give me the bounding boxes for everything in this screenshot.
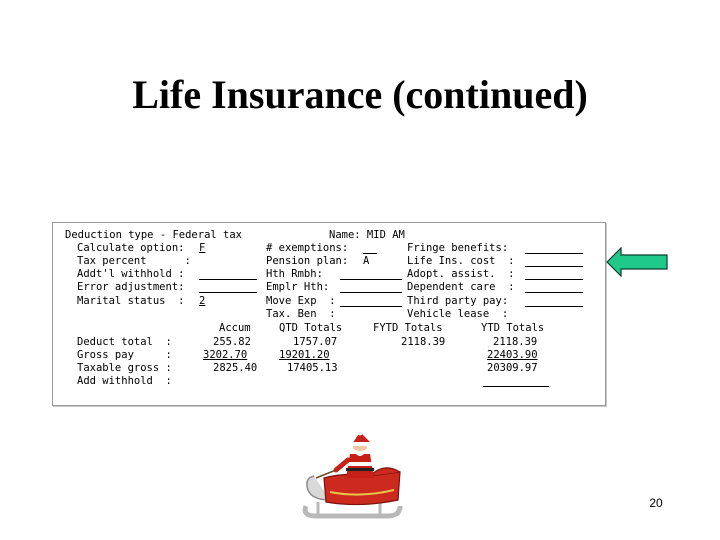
adopt-assist-label: Adopt. assist. : [407, 268, 515, 280]
move-exp-field[interactable] [340, 306, 402, 307]
field-row-5 [53, 295, 509, 308]
tax-ben-label: Tax. Ben : [266, 308, 336, 320]
deduction-terminal-screen [52, 222, 606, 406]
slide-title: Life Insurance (continued) [132, 72, 588, 117]
pension-plan-label: Pension plan: [266, 255, 349, 267]
accum-header: Accum [219, 322, 251, 334]
taxable-gross-ytd: 20309.97 [487, 362, 538, 374]
totals-header-row [53, 322, 545, 335]
table-row [53, 362, 538, 375]
vehicle-lease-label: Vehicle lease : [407, 308, 509, 320]
gross-pay-qtd[interactable]: 19201.20 [279, 349, 330, 361]
deduction-type-label: Deduction type - Federal tax [65, 229, 243, 241]
header-row [53, 229, 405, 242]
deduct-total-qtd: 1757.07 [293, 336, 338, 348]
taxable-gross-label: Taxable gross : [77, 362, 172, 374]
marital-status-label: Marital status : [77, 295, 185, 307]
add-withhold-ytd-field[interactable] [483, 386, 549, 387]
green-left-arrow-icon [606, 247, 668, 277]
error-adjustment-label: Error adjustment: [77, 281, 185, 293]
taxable-gross-qtd: 17405.13 [287, 362, 338, 374]
deduct-total-accum: 255.82 [213, 336, 251, 348]
calculate-option-field[interactable]: F [199, 242, 206, 254]
move-exp-label: Move Exp : [266, 295, 336, 307]
field-row-6 [53, 308, 509, 321]
exemptions-field[interactable] [363, 253, 377, 254]
employee-name-label: Name: MID AM [329, 229, 405, 241]
marital-status-field[interactable]: 2 [199, 295, 206, 307]
field-row-1 [53, 242, 509, 255]
life-ins-cost-label: Life Ins. cost : [407, 255, 515, 267]
deduct-total-ytd: 2118.39 [493, 336, 538, 348]
pension-plan-field[interactable]: A [363, 255, 370, 267]
third-party-pay-label: Third party pay: [407, 295, 509, 307]
addtl-withhold-field[interactable] [199, 279, 257, 280]
calculate-option-label: Calculate option: [77, 242, 185, 254]
ytd-totals-header: YTD Totals [481, 322, 545, 334]
emplr-hth-label: Emplr Hth: [266, 281, 330, 293]
table-row [53, 349, 538, 362]
gross-pay-ytd[interactable]: 22403.90 [487, 349, 538, 361]
add-withhold-label: Add withhold : [77, 375, 172, 387]
adopt-assist-field[interactable] [525, 279, 583, 280]
gross-pay-label: Gross pay : [77, 349, 172, 361]
dependent-care-field[interactable] [525, 292, 583, 293]
santa-sleigh-icon [300, 432, 408, 520]
hth-rmbh-field[interactable] [340, 279, 402, 280]
qtd-totals-header: QTD Totals [279, 322, 343, 334]
field-row-2 [53, 255, 515, 268]
field-row-3 [53, 268, 515, 281]
taxable-gross-accum: 2825.40 [213, 362, 258, 374]
tax-percent-label: Tax percent : [77, 255, 191, 267]
dependent-care-label: Dependent care : [407, 281, 515, 293]
life-ins-cost-field[interactable] [525, 266, 583, 267]
error-adjustment-field[interactable] [199, 292, 257, 293]
field-row-4 [53, 281, 515, 294]
fringe-benefits-label: Fringe benefits: [407, 242, 509, 254]
deduct-total-label: Deduct total : [77, 336, 172, 348]
deduct-total-fytd: 2118.39 [401, 336, 446, 348]
gross-pay-accum[interactable]: 3202.70 [203, 349, 248, 361]
hth-rmbh-label: Hth Rmbh: [266, 268, 323, 280]
page-number: 20 [649, 496, 663, 510]
addtl-withhold-label: Addt'l withhold : [77, 268, 185, 280]
fringe-benefits-field[interactable] [525, 253, 583, 254]
emplr-hth-field[interactable] [340, 292, 402, 293]
fytd-totals-header: FYTD Totals [373, 322, 443, 334]
table-row [53, 336, 538, 349]
third-party-pay-field[interactable] [525, 306, 583, 307]
table-row [53, 375, 172, 388]
exemptions-label: # exemptions: [266, 242, 349, 254]
